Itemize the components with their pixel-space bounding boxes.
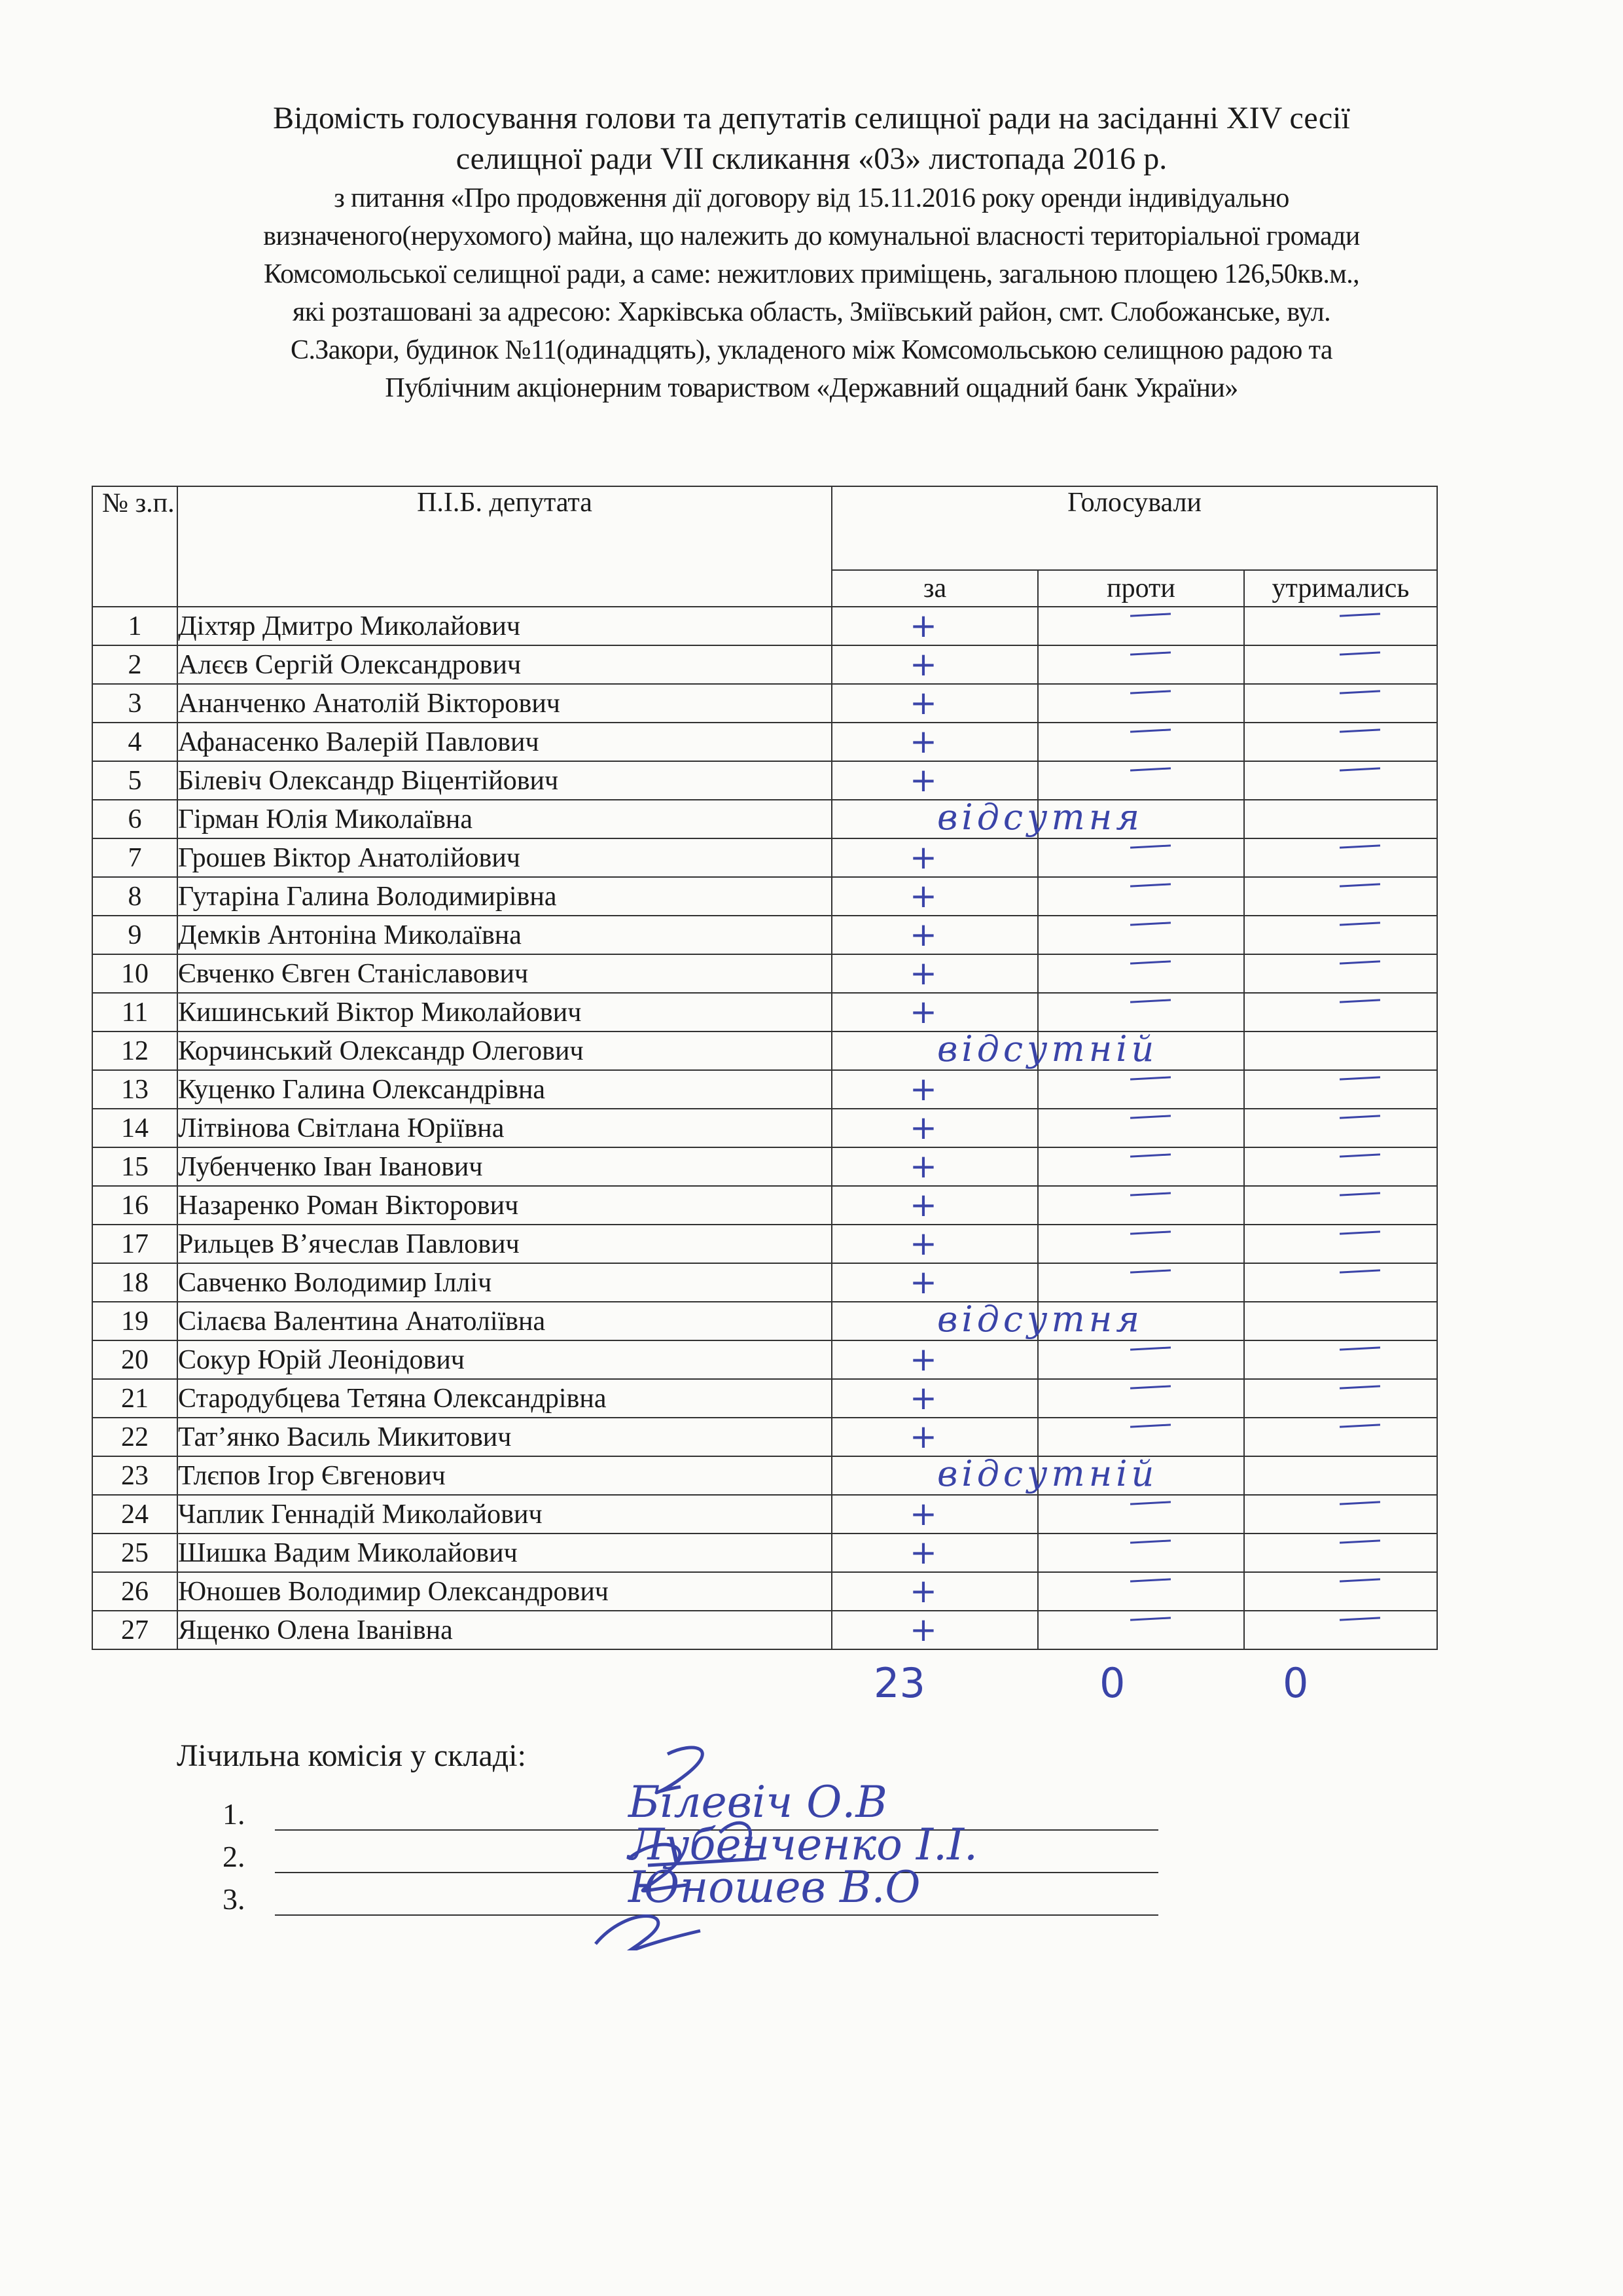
plus-mark-icon: + xyxy=(910,1225,937,1263)
table-row xyxy=(92,916,1437,954)
row-number: 3 xyxy=(92,684,177,723)
deputy-name: Сілаєва Валентина Анатоліївна xyxy=(177,1302,832,1340)
row-number: 22 xyxy=(92,1418,177,1456)
table-row xyxy=(92,800,1437,838)
dash-mark-icon xyxy=(1340,1617,1380,1621)
dash-mark-icon xyxy=(1340,844,1380,848)
plus-mark-icon: + xyxy=(910,607,937,645)
vote-cell-abstained xyxy=(1244,916,1437,954)
vote-cell-for xyxy=(832,1186,1038,1225)
table-row xyxy=(92,1263,1437,1302)
vote-cell-against xyxy=(1038,916,1244,954)
vote-cell-for xyxy=(832,1611,1038,1649)
row-number: 4 xyxy=(92,723,177,761)
vote-cell-abstained xyxy=(1244,1147,1437,1186)
plus-mark-icon: + xyxy=(910,1070,937,1108)
vote-cell-abstained xyxy=(1244,993,1437,1031)
vote-cell-for xyxy=(832,1534,1038,1572)
dash-mark-icon xyxy=(1130,1346,1171,1350)
dash-mark-icon xyxy=(1130,844,1171,848)
table-row xyxy=(92,1456,1437,1495)
vote-cell-abstained xyxy=(1244,761,1437,800)
vote-cell-abstained xyxy=(1244,684,1437,723)
dash-mark-icon xyxy=(1340,1346,1380,1350)
plus-mark-icon: + xyxy=(910,916,937,954)
vote-cell-abstained xyxy=(1244,1456,1437,1495)
row-number: 6 xyxy=(92,800,177,838)
dash-mark-icon xyxy=(1130,690,1171,694)
dash-mark-icon xyxy=(1130,1192,1171,1196)
table-row xyxy=(92,761,1437,800)
table-row xyxy=(92,838,1437,877)
deputy-name: Чаплик Геннадій Миколайович xyxy=(177,1495,832,1534)
table-row xyxy=(92,1070,1437,1109)
dash-mark-icon xyxy=(1340,767,1380,771)
vote-cell-against xyxy=(1038,1495,1244,1534)
plus-mark-icon: + xyxy=(910,723,937,761)
dash-mark-icon xyxy=(1130,1385,1171,1389)
row-number: 19 xyxy=(92,1302,177,1340)
vote-cell-abstained xyxy=(1244,1031,1437,1070)
vote-cell-against xyxy=(1038,684,1244,723)
deputy-name: Шишка Вадим Миколайович xyxy=(177,1534,832,1572)
row-number: 1 xyxy=(92,607,177,645)
title-line-2: селищної ради VII скликання «03» листопада 2016 р. xyxy=(455,141,1168,176)
vote-cell-against xyxy=(1038,1379,1244,1418)
dash-mark-icon xyxy=(1130,1424,1171,1427)
row-number: 5 xyxy=(92,761,177,800)
vote-cell-against xyxy=(1038,761,1244,800)
plus-mark-icon: + xyxy=(910,993,937,1031)
vote-cell-abstained xyxy=(1244,723,1437,761)
vote-cell-abstained xyxy=(1244,1109,1437,1147)
vote-cell-for xyxy=(832,1340,1038,1379)
table-row xyxy=(92,1186,1437,1225)
vote-cell-for xyxy=(832,1379,1038,1418)
dash-mark-icon xyxy=(1130,728,1171,732)
vote-cell-abstained xyxy=(1244,1186,1437,1225)
vote-cell-against xyxy=(1038,1340,1244,1379)
table-row xyxy=(92,1302,1437,1340)
vote-cell-abstained xyxy=(1244,1572,1437,1611)
dash-mark-icon xyxy=(1130,1539,1171,1543)
dash-mark-icon xyxy=(1130,883,1171,887)
table-row xyxy=(92,1031,1437,1070)
vote-cell-for xyxy=(832,954,1038,993)
plus-mark-icon: + xyxy=(910,877,937,915)
dash-mark-icon xyxy=(1130,1076,1171,1080)
dash-mark-icon xyxy=(1340,1501,1380,1505)
table-row xyxy=(92,954,1437,993)
table-row xyxy=(92,1379,1437,1418)
vote-cell-against xyxy=(1038,1186,1244,1225)
dash-mark-icon xyxy=(1340,960,1380,964)
member-signature: Білевіч О.В xyxy=(628,1777,887,1827)
vote-cell-for xyxy=(832,1147,1038,1186)
deputy-name: Ященко Олена Іванівна xyxy=(177,1611,832,1649)
member-signature: Лубенченко І.І. xyxy=(628,1820,978,1870)
subject-line: визначеного(нерухомого) майна, що належить до комунальної власності територіальної громади xyxy=(263,221,1360,251)
row-number: 15 xyxy=(92,1147,177,1186)
header-name: П.І.Б. депутата xyxy=(177,486,832,607)
member-number: 2. xyxy=(223,1840,245,1873)
member-number: 1. xyxy=(223,1797,245,1831)
subject-line: з питання «Про продовження дії договору від 15.11.2016 року оренди індивідуально xyxy=(334,183,1289,213)
plus-mark-icon: + xyxy=(910,1418,937,1456)
table-row xyxy=(92,1340,1437,1379)
dash-mark-icon xyxy=(1340,1076,1380,1080)
plus-mark-icon: + xyxy=(910,1147,937,1185)
vote-cell-against xyxy=(1038,1263,1244,1302)
table-row xyxy=(92,723,1437,761)
table-row xyxy=(92,1534,1437,1572)
plus-mark-icon: + xyxy=(910,838,937,876)
dash-mark-icon xyxy=(1340,1578,1380,1582)
signature-scribble-icon xyxy=(589,1734,903,1950)
plus-mark-icon: + xyxy=(910,761,937,799)
plus-mark-icon: + xyxy=(910,1611,937,1649)
vote-cell-against xyxy=(1038,1418,1244,1456)
dash-mark-icon xyxy=(1130,999,1171,1003)
dash-mark-icon xyxy=(1130,1501,1171,1505)
dash-mark-icon xyxy=(1340,1115,1380,1119)
vote-cell-against xyxy=(1038,645,1244,684)
deputy-name: Афанасенко Валерій Павлович xyxy=(177,723,832,761)
vote-cell-against xyxy=(1038,1109,1244,1147)
row-number: 24 xyxy=(92,1495,177,1534)
vote-cell-for xyxy=(832,684,1038,723)
row-number: 18 xyxy=(92,1263,177,1302)
row-number: 11 xyxy=(92,993,177,1031)
row-number: 7 xyxy=(92,838,177,877)
dash-mark-icon xyxy=(1340,1539,1380,1543)
vote-cell-for xyxy=(832,877,1038,916)
vote-cell-abstained xyxy=(1244,1225,1437,1263)
deputy-name: Діхтяр Дмитро Миколайович xyxy=(177,607,832,645)
dash-mark-icon xyxy=(1130,1153,1171,1157)
vote-cell-abstained xyxy=(1244,1534,1437,1572)
vote-cell-abstained xyxy=(1244,1263,1437,1302)
vote-cell-against xyxy=(1038,1534,1244,1572)
subject-line: Комсомольської селищної ради, а саме: нежитлових приміщень, загальною площею 126,50кв.м., xyxy=(263,259,1360,289)
dash-mark-icon xyxy=(1130,1115,1171,1119)
vote-cell-for xyxy=(832,1028,1158,1070)
vote-cell-against xyxy=(1038,607,1244,645)
vote-cell-for xyxy=(832,1225,1038,1263)
vote-cell-abstained xyxy=(1244,1070,1437,1109)
vote-cell-abstained xyxy=(1244,800,1437,838)
table-row xyxy=(92,1225,1437,1263)
row-number: 25 xyxy=(92,1534,177,1572)
absent-note: відсутня xyxy=(937,1299,1144,1340)
dash-mark-icon xyxy=(1340,1385,1380,1389)
vote-cell-against xyxy=(1038,877,1244,916)
vote-cell-for xyxy=(832,916,1038,954)
row-number: 21 xyxy=(92,1379,177,1418)
vote-cell-for xyxy=(832,607,1038,645)
dash-mark-icon xyxy=(1130,651,1171,655)
vote-cell-abstained xyxy=(1244,1611,1437,1649)
vote-cell-against xyxy=(1038,1225,1244,1263)
vote-cell-abstained xyxy=(1244,1340,1437,1379)
vote-cell-for xyxy=(832,1418,1038,1456)
vote-cell-abstained xyxy=(1244,1418,1437,1456)
vote-cell-against xyxy=(1038,1070,1244,1109)
deputy-name: Гутаріна Галина Володимирівна xyxy=(177,877,832,916)
vote-cell-against xyxy=(1038,1147,1244,1186)
absent-note: відсутній xyxy=(937,1028,1158,1069)
row-number: 13 xyxy=(92,1070,177,1109)
table-row xyxy=(92,607,1437,645)
vote-cell-for xyxy=(832,1495,1038,1534)
plus-mark-icon: + xyxy=(910,1572,937,1610)
vote-cell-abstained xyxy=(1244,877,1437,916)
row-number: 12 xyxy=(92,1031,177,1070)
vote-cell-for xyxy=(832,1572,1038,1611)
absent-note: відсутня xyxy=(937,797,1144,838)
plus-mark-icon: + xyxy=(910,1534,937,1571)
table-row xyxy=(92,1147,1437,1186)
vote-cell-for xyxy=(832,645,1038,684)
deputy-name: Савченко Володимир Ілліч xyxy=(177,1263,832,1302)
member-number: 3. xyxy=(223,1882,245,1916)
table-row xyxy=(92,1572,1437,1611)
row-number: 26 xyxy=(92,1572,177,1611)
deputy-name: Ананченко Анатолій Вікторович xyxy=(177,684,832,723)
dash-mark-icon xyxy=(1340,1230,1380,1234)
deputy-name: Демків Антоніна Миколаївна xyxy=(177,916,832,954)
dash-mark-icon xyxy=(1340,1424,1380,1427)
plus-mark-icon: + xyxy=(910,645,937,683)
deputy-name: Куценко Галина Олександрівна xyxy=(177,1070,832,1109)
row-number: 16 xyxy=(92,1186,177,1225)
commission-label: Лічильна комісія у складі: xyxy=(177,1738,526,1773)
row-number: 14 xyxy=(92,1109,177,1147)
table-row xyxy=(92,1495,1437,1534)
table-row xyxy=(92,877,1437,916)
deputy-name: Сокур Юрій Леонідович xyxy=(177,1340,832,1379)
table-row xyxy=(92,993,1437,1031)
table-row xyxy=(92,1109,1437,1147)
deputy-name: Гірман Юлія Миколаївна xyxy=(177,800,832,838)
vote-cell-abstained xyxy=(1244,645,1437,684)
deputy-name: Юношев Володимир Олександрович xyxy=(177,1572,832,1611)
dash-mark-icon xyxy=(1340,883,1380,887)
total-against: 0 xyxy=(1099,1659,1126,1707)
vote-cell-for xyxy=(832,761,1038,800)
dash-mark-icon xyxy=(1340,728,1380,732)
header-against: проти xyxy=(1038,570,1244,607)
deputy-name: Алєєв Сергій Олександрович xyxy=(177,645,832,684)
vote-cell-abstained xyxy=(1244,954,1437,993)
vote-cell-against xyxy=(1038,1572,1244,1611)
deputy-name: Літвінова Світлана Юріївна xyxy=(177,1109,832,1147)
deputy-name: Назаренко Роман Вікторович xyxy=(177,1186,832,1225)
dash-mark-icon xyxy=(1340,922,1380,925)
vote-cell-against xyxy=(1038,838,1244,877)
vote-cell-for xyxy=(832,1109,1038,1147)
header-abstained: утримались xyxy=(1244,570,1437,607)
dash-mark-icon xyxy=(1130,960,1171,964)
plus-mark-icon: + xyxy=(910,1109,937,1147)
row-number: 9 xyxy=(92,916,177,954)
vote-cell-abstained xyxy=(1244,1495,1437,1534)
subject-line: Публічним акціонерним товариством «Державний ощадний банк України» xyxy=(385,373,1238,403)
vote-cell-for xyxy=(832,1299,1144,1340)
total-for: 23 xyxy=(874,1659,925,1707)
voting-table xyxy=(92,486,1438,1650)
row-number: 20 xyxy=(92,1340,177,1379)
row-number: 2 xyxy=(92,645,177,684)
plus-mark-icon: + xyxy=(910,684,937,722)
vote-cell-against xyxy=(1038,723,1244,761)
dash-mark-icon xyxy=(1340,690,1380,694)
vote-cell-for xyxy=(832,993,1038,1031)
deputy-name: Євченко Євген Станіславович xyxy=(177,954,832,993)
dash-mark-icon xyxy=(1130,1578,1171,1582)
total-abstained: 0 xyxy=(1283,1659,1309,1707)
row-number: 27 xyxy=(92,1611,177,1649)
deputy-name: Кишинський Віктор Миколайович xyxy=(177,993,832,1031)
plus-mark-icon: + xyxy=(910,1495,937,1533)
subject-block xyxy=(118,179,1505,407)
deputy-name: Грошев Віктор Анатолійович xyxy=(177,838,832,877)
table-row xyxy=(92,1611,1437,1649)
plus-mark-icon: + xyxy=(910,954,937,992)
member-signature: Юношев В.О xyxy=(628,1862,921,1912)
title-line-1: Відомість голосування голови та депутатів селищної ради на засіданні XIV сесії xyxy=(273,101,1350,135)
row-number: 17 xyxy=(92,1225,177,1263)
vote-cell-for xyxy=(832,1070,1038,1109)
dash-mark-icon xyxy=(1340,999,1380,1003)
table-row xyxy=(92,684,1437,723)
table-row xyxy=(92,1418,1437,1456)
deputy-name: Рильцев В’ячеслав Павлович xyxy=(177,1225,832,1263)
dash-mark-icon xyxy=(1340,1153,1380,1157)
plus-mark-icon: + xyxy=(910,1186,937,1224)
plus-mark-icon: + xyxy=(910,1379,937,1417)
deputy-name: Тлєпов Ігор Євгенович xyxy=(177,1456,832,1495)
row-number: 10 xyxy=(92,954,177,993)
dash-mark-icon xyxy=(1130,1230,1171,1234)
dash-mark-icon xyxy=(1130,1269,1171,1273)
vote-cell-against xyxy=(1038,1611,1244,1649)
deputy-name: Тат’янко Василь Микитович xyxy=(177,1418,832,1456)
plus-mark-icon: + xyxy=(910,1263,937,1301)
vote-cell-for xyxy=(832,1453,1158,1495)
plus-mark-icon: + xyxy=(910,1340,937,1378)
absent-note: відсутній xyxy=(937,1453,1158,1494)
dash-mark-icon xyxy=(1130,922,1171,925)
row-number: 8 xyxy=(92,877,177,916)
header-number: № з.п. xyxy=(92,486,177,607)
dash-mark-icon xyxy=(1130,1617,1171,1621)
deputy-name: Лубенченко Іван Іванович xyxy=(177,1147,832,1186)
subject-line: С.Закори, будинок №11(одинадцять), укладеного між Комсомольською селищною радою та xyxy=(291,335,1332,365)
dash-mark-icon xyxy=(1130,613,1171,617)
header-voted: Голосували xyxy=(832,486,1437,570)
subject-line: які розташовані за адресою: Харківська область, Зміївський район, смт. Слобожанське, вул. xyxy=(293,297,1330,327)
dash-mark-icon xyxy=(1340,1269,1380,1273)
header-for: за xyxy=(832,570,1038,607)
deputy-name: Білевіч Олександр Віцентійович xyxy=(177,761,832,800)
vote-cell-for xyxy=(832,797,1144,838)
dash-mark-icon xyxy=(1340,651,1380,655)
voting-table-body xyxy=(92,607,1437,1649)
deputy-name: Стародубцева Тетяна Олександрівна xyxy=(177,1379,832,1418)
vote-cell-abstained xyxy=(1244,1302,1437,1340)
vote-cell-abstained xyxy=(1244,607,1437,645)
document-header xyxy=(118,98,1505,407)
dash-mark-icon xyxy=(1340,613,1380,617)
vote-cell-against xyxy=(1038,993,1244,1031)
vote-cell-against xyxy=(1038,954,1244,993)
vote-cell-for xyxy=(832,723,1038,761)
dash-mark-icon xyxy=(1130,767,1171,771)
deputy-name: Корчинський Олександр Олегович xyxy=(177,1031,832,1070)
row-number: 23 xyxy=(92,1456,177,1495)
vote-cell-abstained xyxy=(1244,1379,1437,1418)
table-row xyxy=(92,645,1437,684)
vote-cell-for xyxy=(832,1263,1038,1302)
vote-cell-for xyxy=(832,838,1038,877)
vote-cell-abstained xyxy=(1244,838,1437,877)
dash-mark-icon xyxy=(1340,1192,1380,1196)
